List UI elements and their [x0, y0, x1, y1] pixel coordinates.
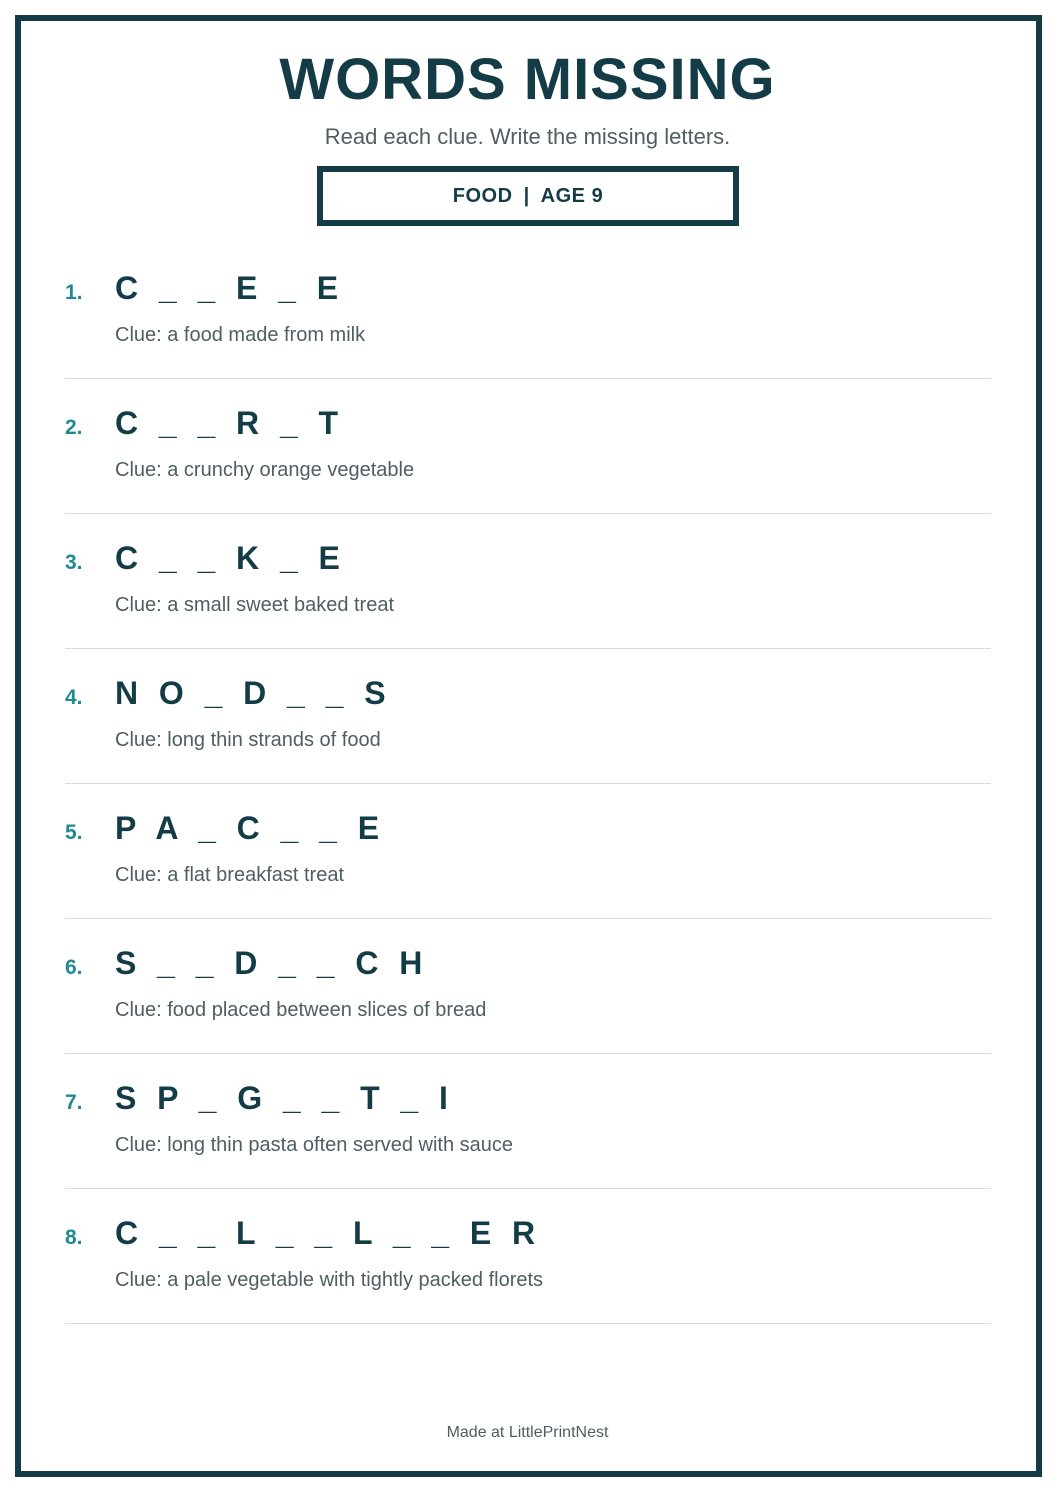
puzzle-item [65, 649, 991, 784]
footer-credit: Made at LittlePrintNest [446, 1424, 609, 1441]
missing-letters-word: S _ _ D _ _ C H [115, 945, 424, 981]
badge-separator: | [523, 185, 530, 207]
item-clue: Clue: a flat breakfast treat [115, 864, 345, 886]
item-clue: Clue: long thin pasta often served with sauce [115, 1134, 514, 1156]
item-number: 3. [65, 551, 83, 574]
puzzle-item [65, 514, 991, 649]
topic-label: FOOD [452, 185, 513, 207]
item-number: 6. [65, 956, 83, 979]
item-clue: Clue: food placed between slices of bread [115, 999, 487, 1021]
page-title: WORDS MISSING [279, 47, 776, 112]
missing-letters-word: C _ _ E _ E [115, 270, 340, 306]
puzzle-item [65, 1189, 991, 1324]
topic-age-badge [317, 166, 739, 226]
item-number: 8. [65, 1226, 83, 1249]
item-clue: Clue: a small sweet baked treat [115, 594, 395, 616]
item-number: 7. [65, 1091, 83, 1114]
item-number: 5. [65, 821, 83, 844]
missing-letters-word: C _ _ L _ _ L _ _ E R [115, 1215, 537, 1251]
puzzle-item [65, 1054, 991, 1189]
puzzle-item [65, 379, 991, 514]
item-number: 1. [65, 281, 83, 304]
item-clue: Clue: a crunchy orange vegetable [115, 459, 415, 481]
missing-letters-word: N O _ D _ _ S [115, 675, 387, 711]
item-clue: Clue: a food made from milk [115, 324, 366, 346]
missing-letters-word: S P _ G _ _ T _ I [115, 1080, 449, 1116]
item-number: 2. [65, 416, 83, 439]
item-clue: Clue: a pale vegetable with tightly packed florets [115, 1269, 544, 1291]
item-clue: Clue: long thin strands of food [115, 729, 381, 751]
age-label: AGE 9 [540, 185, 604, 207]
missing-letters-word: C _ _ R _ T [115, 405, 340, 441]
missing-letters-word: P A _ C _ _ E [115, 810, 381, 846]
puzzle-list [65, 244, 991, 1324]
missing-letters-word: C _ _ K _ E [115, 540, 341, 576]
item-number: 4. [65, 686, 83, 709]
page-subtitle: Read each clue. Write the missing letters. [324, 124, 731, 149]
puzzle-item [65, 244, 991, 379]
puzzle-item [65, 919, 991, 1054]
puzzle-item [65, 784, 991, 919]
